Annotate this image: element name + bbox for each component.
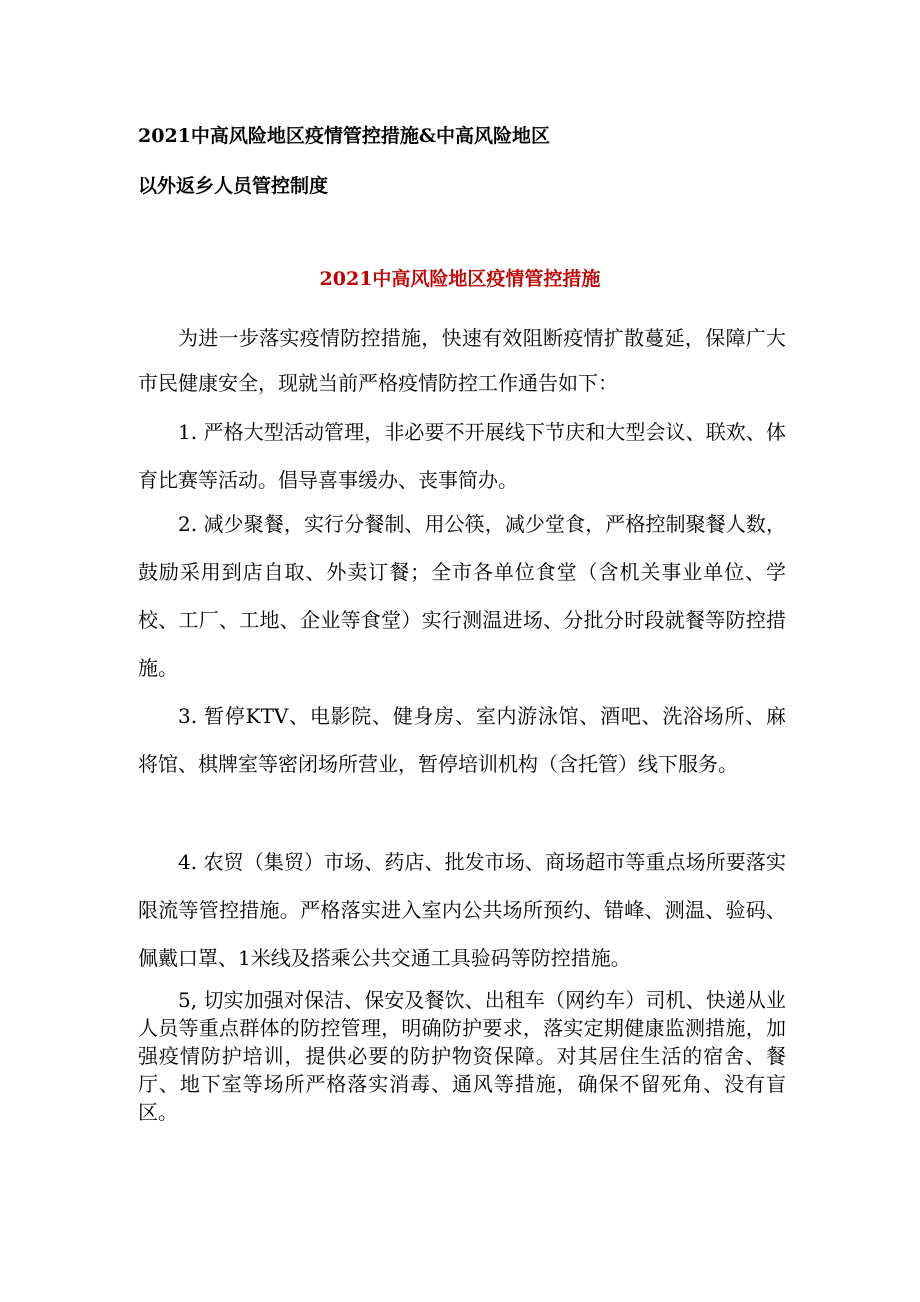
measure-item-1: 1. 严格大型活动管理，非必要不开展线下节庆和大型会议、联欢、体育比赛等活动。倡导喜事缓办、丧事简办。 (138, 420, 786, 492)
measure-item-4: 4. 农贸（集贸）市场、药店、批发市场、商场超市等重点场所要落实限流等管控措施。严格落实进入室内公共场所预约、错峰、测温、验码、佩戴口罩、1米线及搭乘公共交通工具验码等防控措施。 (138, 850, 786, 970)
measure-item-5: 5, 切实加强对保洁、保安及餐饮、出租车（网约车）司机、快递从业人员等重点群体的防控管理，明确防护要求，落实定期健康监测措施，加强疫情防护培训，提供必要的防护物资保障。对其居住生活的宿舍、餐厅、地下室等场所严格落实消毒、通风等措施，确保不留死角、没有盲区。 (138, 988, 786, 1124)
section-heading: 2021中高风险地区疫情管控措施 (319, 268, 601, 290)
measure-item-3: 3. 暂停KTV、电影院、健身房、室内游泳馆、酒吧、洗浴场所、麻将馆、棋牌室等密闭场所营业，暂停培训机构（含托管）线下服务。 (138, 704, 786, 776)
document-title-line-1: 2021中高风险地区疫情管控措施&中高风险地区 (138, 125, 551, 147)
measure-item-2: 2. 减少聚餐，实行分餐制、用公筷，减少堂食，严格控制聚餐人数，鼓励采用到店自取、外卖订餐；全市各单位食堂（含机关事业单位、学校、工厂、工地、企业等食堂）实行测温进场、分批分时段就餐等防控措施。 (138, 512, 786, 680)
document-title-line-2: 以外返乡人员管控制度 (138, 175, 329, 197)
intro-paragraph: 为进一步落实疫情防控措施，快速有效阻断疫情扩散蔓延，保障广大市民健康安全，现就当前严格疫情防控工作通告如下： (138, 326, 786, 395)
